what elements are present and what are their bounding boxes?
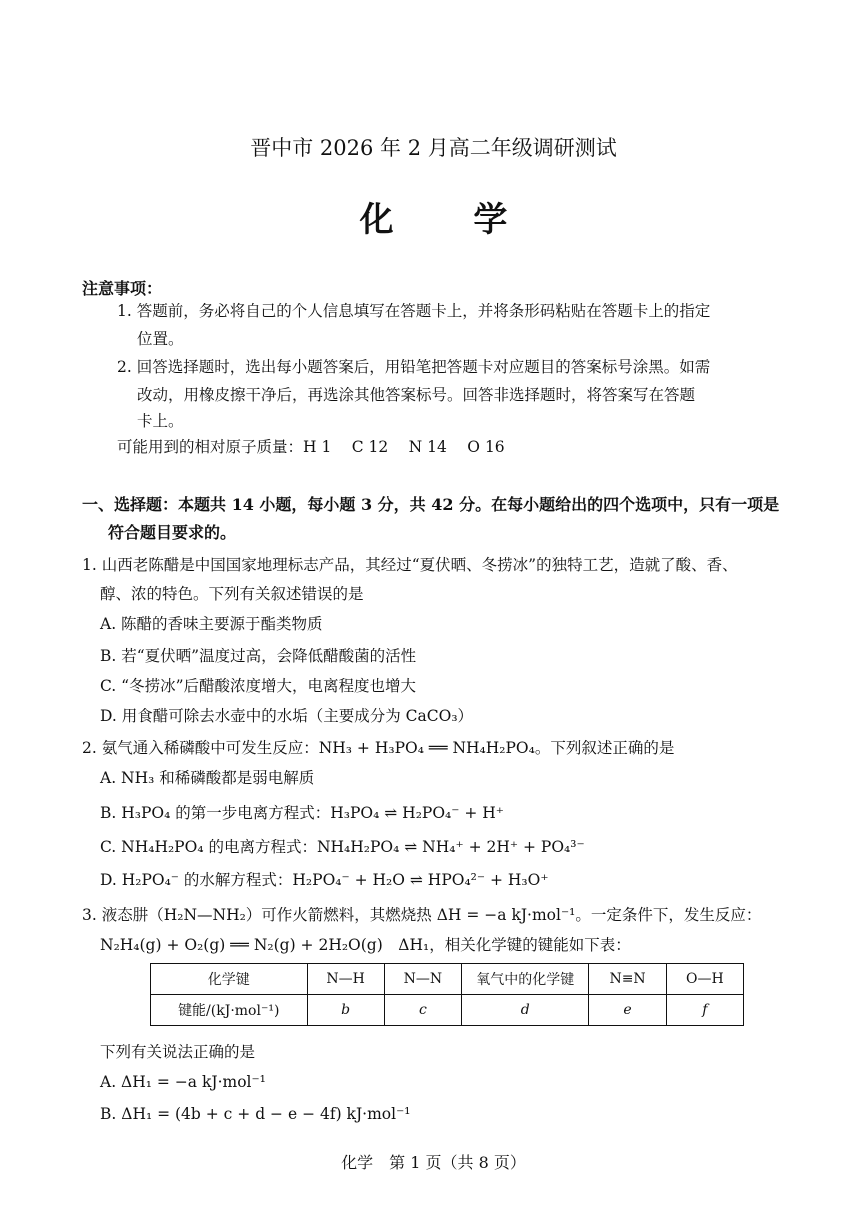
notice-item-2-line-3: 卡上。 xyxy=(137,412,184,430)
table-row xyxy=(151,964,744,995)
notice-item-2-line-1: 2. 回答选择题时，选出每小题答案后，用铅笔把答题卡对应题目的答案标号涂黑。如需 xyxy=(117,358,711,376)
table-cell: f xyxy=(666,995,743,1026)
notice-heading: 注意事项： xyxy=(82,279,163,298)
table-cell: 氧气中的化学键 xyxy=(462,964,589,995)
notice-item-2-line-2: 改动，用橡皮擦干净后，再选涂其他答案标号。回答非选择题时，将答案写在答题 xyxy=(137,386,696,404)
table-row xyxy=(151,995,744,1026)
q1-option-a: A. 陈醋的香味主要源于酯类物质 xyxy=(100,615,323,633)
section-1-heading-line-1: 一、选择题：本题共 14 小题，每小题 3 分，共 42 分。在每小题给出的四个选项中，只有一项是 xyxy=(82,495,780,514)
table-cell: 键能/(kJ·mol⁻¹) xyxy=(151,995,308,1026)
table-cell: e xyxy=(589,995,666,1026)
q2-option-b: B. H₃PO₄ 的第一步电离方程式：H₃PO₄ ⇌ H₂PO₄⁻ + H⁺ xyxy=(100,804,504,822)
table-cell: N≡N xyxy=(589,964,666,995)
page-footer: 化学 第 1 页（共 8 页） xyxy=(341,1153,526,1172)
exam-title: 化 学 xyxy=(359,200,542,240)
q2-option-d: D. H₂PO₄⁻ 的水解方程式：H₂PO₄⁻ + H₂O ⇌ HPO₄²⁻ + H₃O⁺ xyxy=(100,871,549,889)
notice-item-1-line-2: 位置。 xyxy=(137,330,184,348)
atomic-masses: 可能用到的相对原子质量：H 1 C 12 N 14 O 16 xyxy=(117,438,505,456)
notice-item-1-line-1: 1. 答题前，务必将自己的个人信息填写在答题卡上，并将条形码粘贴在答题卡上的指定 xyxy=(117,302,711,320)
exam-subtitle: 晋中市 2026 年 2 月高二年级调研测试 xyxy=(250,136,617,160)
q1-stem-line-1: 1. 山西老陈醋是中国国家地理标志产品，其经过“夏伏晒、冬捞冰”的独特工艺，造就了酸、香、 xyxy=(82,556,738,574)
q2-stem: 2. 氨气通入稀磷酸中可发生反应：NH₃ + H₃PO₄ ══ NH₄H₂PO₄。下列叙述正确的是 xyxy=(82,739,675,757)
q1-stem-line-2: 醇、浓的特色。下列有关叙述错误的是 xyxy=(100,585,364,603)
table-cell: N—N xyxy=(384,964,461,995)
q2-option-a: A. NH₃ 和稀磷酸都是弱电解质 xyxy=(100,769,315,787)
q1-option-b: B. 若“夏伏晒”温度过高，会降低醋酸菌的活性 xyxy=(100,647,417,665)
q3-stem-line-1: 3. 液态肼（H₂N—NH₂）可作火箭燃料，其燃烧热 ΔH = −a kJ·mol⁻¹。一定条件下，发生反应： xyxy=(82,906,762,924)
table-cell: N—H xyxy=(307,964,384,995)
bond-energy-table xyxy=(150,963,744,1026)
q3-option-a: A. ΔH₁ = −a kJ·mol⁻¹ xyxy=(100,1073,266,1091)
table-cell: c xyxy=(384,995,461,1026)
q3-lead: 下列有关说法正确的是 xyxy=(100,1043,256,1061)
section-1-heading-line-2: 符合题目要求的。 xyxy=(108,523,237,542)
q3-stem-line-2: N₂H₄(g) + O₂(g) ══ N₂(g) + 2H₂O(g) ΔH₁，相关化学键的键能如下表： xyxy=(100,936,631,954)
q1-option-c: C. “冬捞冰”后醋酸浓度增大，电离程度也增大 xyxy=(100,677,417,695)
table-cell: d xyxy=(462,995,589,1026)
q1-option-d: D. 用食醋可除去水壶中的水垢（主要成分为 CaCO₃） xyxy=(100,707,474,725)
q3-option-b: B. ΔH₁ = (4b + c + d − e − 4f) kJ·mol⁻¹ xyxy=(100,1105,411,1123)
table-cell: 化学键 xyxy=(151,964,308,995)
table-cell: O—H xyxy=(666,964,743,995)
table-cell: b xyxy=(307,995,384,1026)
q2-option-c: C. NH₄H₂PO₄ 的电离方程式：NH₄H₂PO₄ ⇌ NH₄⁺ + 2H⁺ + PO₄³⁻ xyxy=(100,838,585,856)
